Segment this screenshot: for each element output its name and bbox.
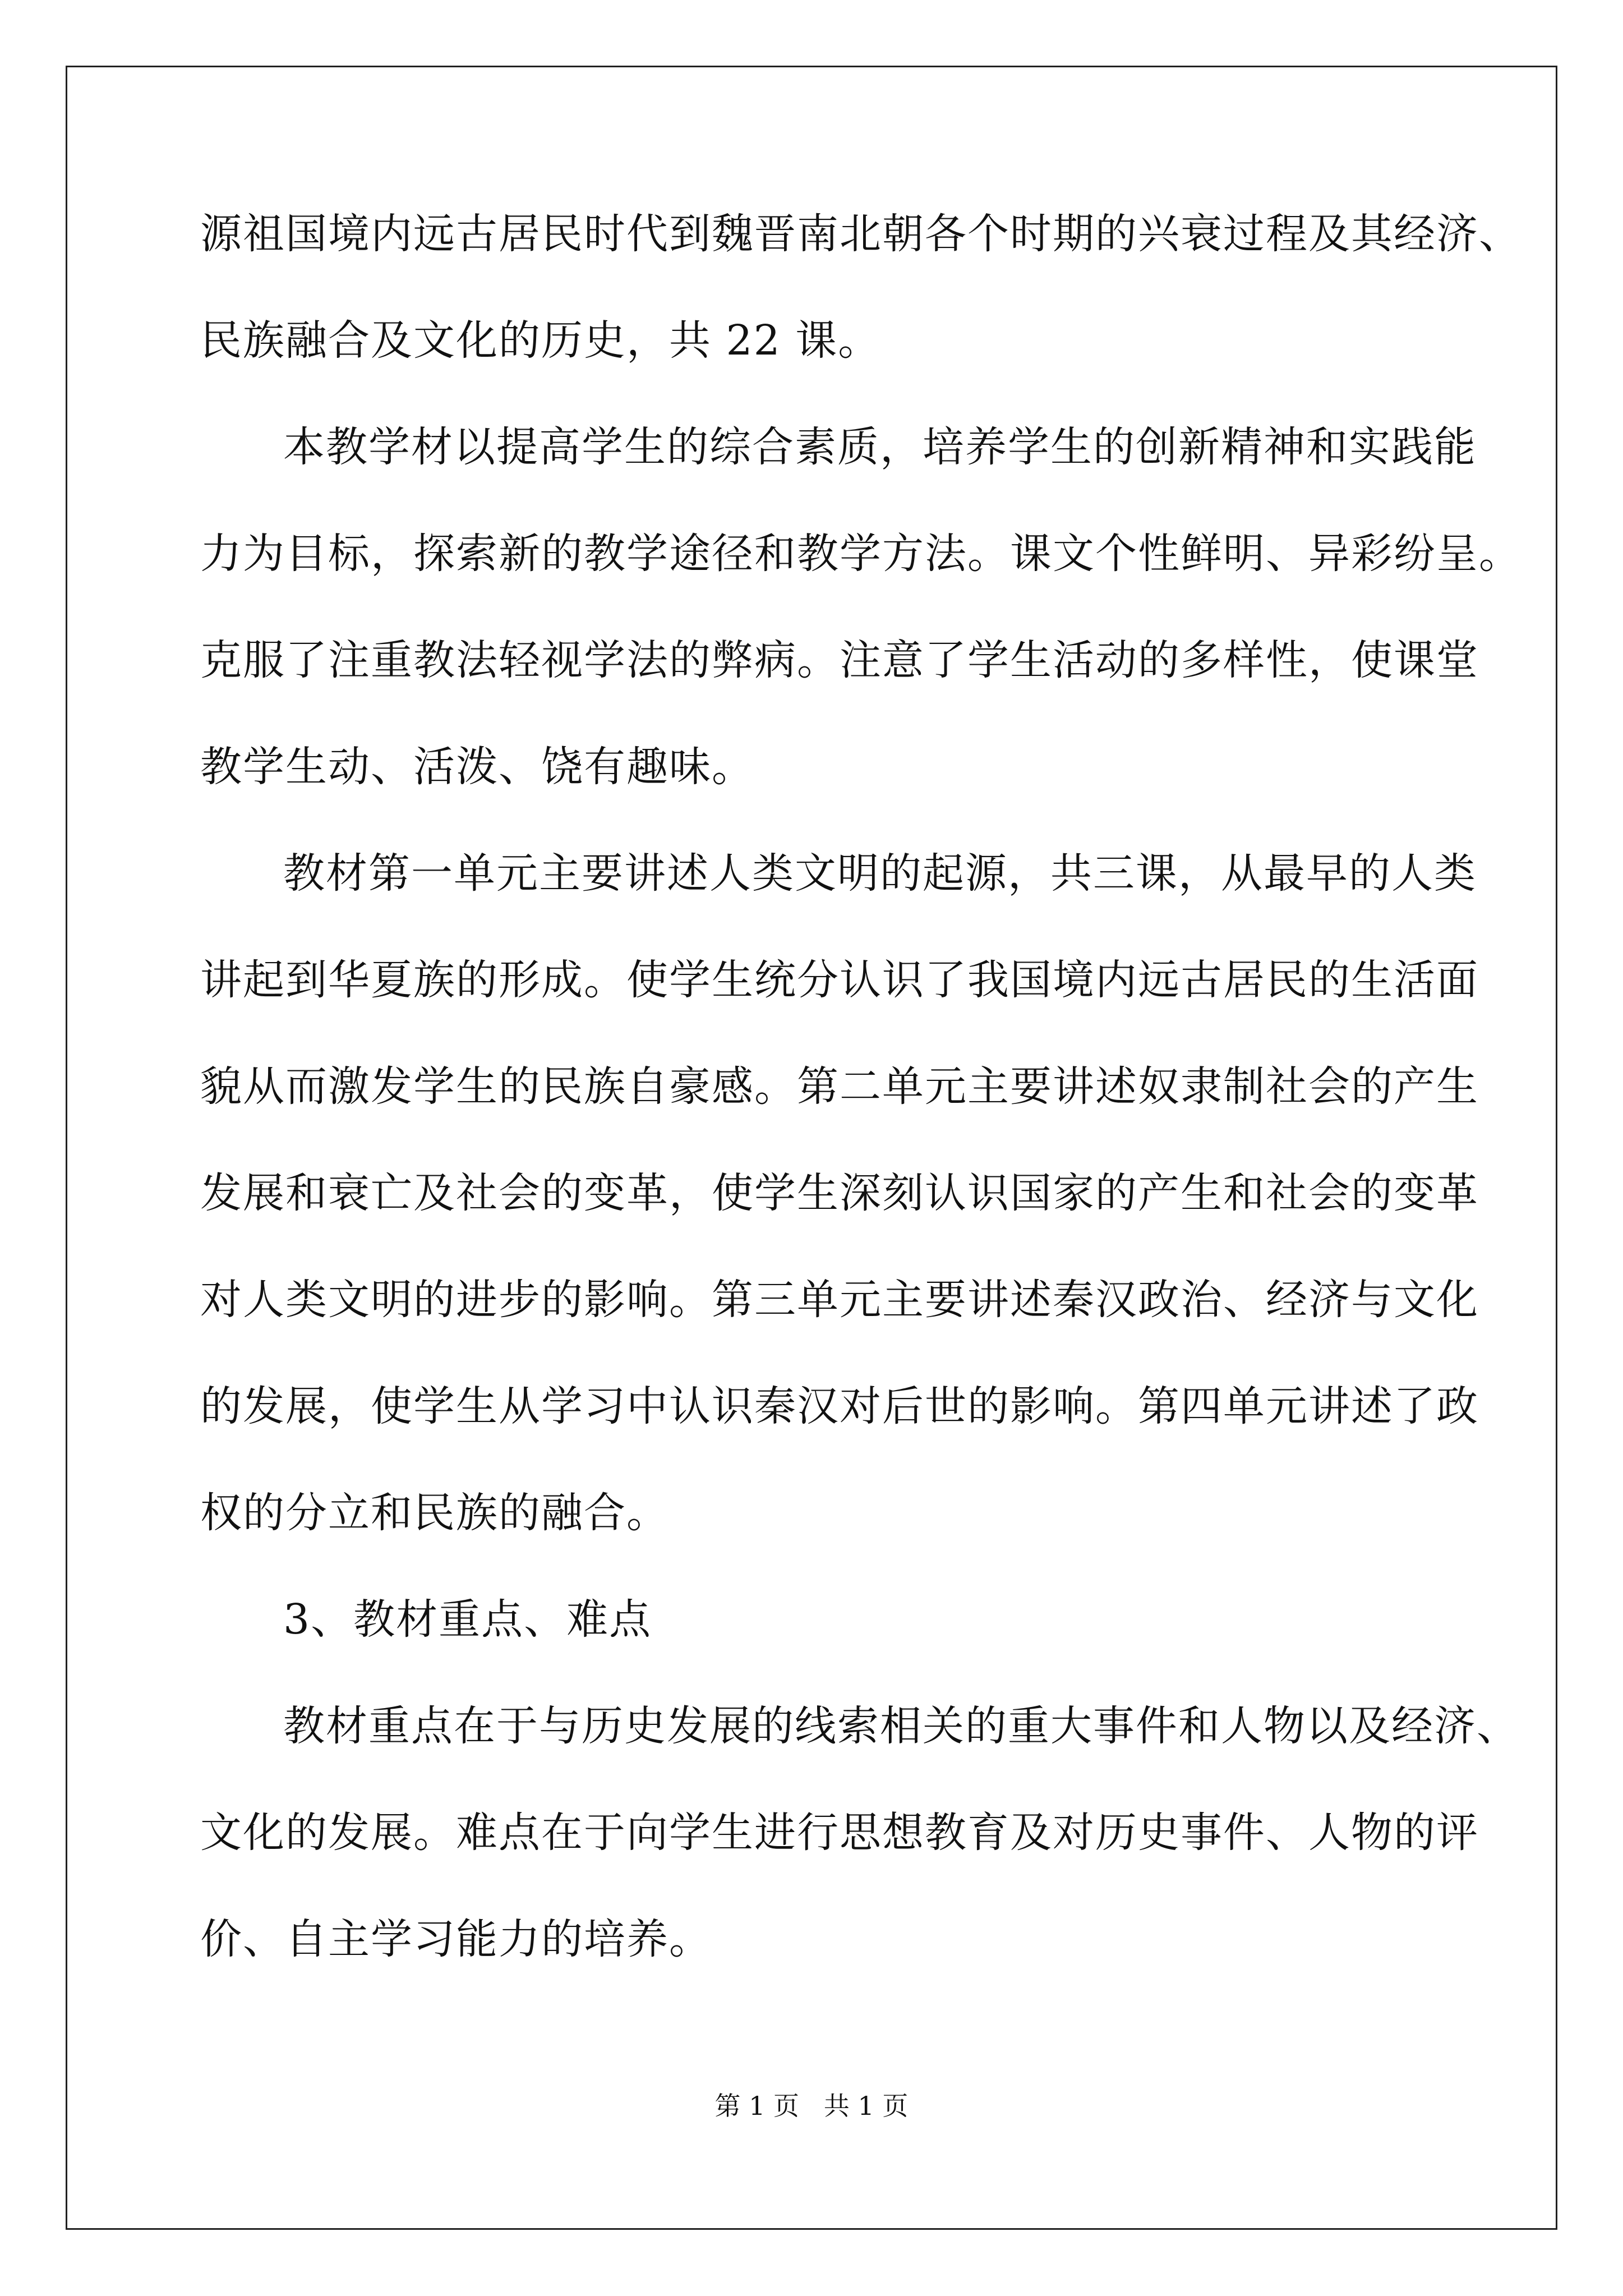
text-line: 貌从而激发学生的民族自豪感。第二单元主要讲述奴隶制社会的产生	[200, 1062, 1479, 1111]
text-line: 教学生动、活泼、饶有趣味。	[200, 743, 754, 791]
text-line: 价、自主学习能力的培养。	[200, 1915, 712, 1963]
text-line: 对人类文明的进步的影响。第三单元主要讲述秦汉政治、经济与文化	[200, 1276, 1479, 1324]
text-line: 教材重点在于与历史发展的线索相关的重大事件和人物以及经济、	[283, 1702, 1519, 1750]
text-line: 教材第一单元主要讲述人类文明的起源，共三课，从最早的人类	[283, 849, 1477, 898]
section-heading: 3、教材重点、难点	[283, 1595, 652, 1644]
text-line: 克服了注重教法轻视学法的弊病。注意了学生活动的多样性，使课堂	[200, 636, 1479, 684]
text-line: 发展和衰亡及社会的变革，使学生深刻认识国家的产生和社会的变革	[200, 1169, 1479, 1217]
text-line: 讲起到华夏族的形成。使学生统分认识了我国境内远古居民的生活面	[200, 956, 1479, 1004]
text-line: 本教学材以提高学生的综合素质，培养学生的创新精神和实践能	[283, 423, 1477, 471]
document-body	[200, 210, 1521, 2025]
page-footer: 第 1 页 共 1 页	[714, 2091, 909, 2121]
text-line: 的发展，使学生从学习中认识秦汉对后世的影响。第四单元讲述了政	[200, 1382, 1479, 1430]
text-line: 民族融合及文化的历史，共 22 课。	[200, 316, 881, 365]
text-line: 力为目标，探索新的教学途径和教学方法。课文个性鲜明、异彩纷呈。	[200, 530, 1521, 578]
text-line: 文化的发展。难点在于向学生进行思想教育及对历史事件、人物的评	[200, 1809, 1479, 1857]
text-line: 源祖国境内远古居民时代到魏晋南北朝各个时期的兴衰过程及其经济、	[200, 210, 1521, 258]
text-line: 权的分立和民族的融合。	[200, 1489, 669, 1537]
